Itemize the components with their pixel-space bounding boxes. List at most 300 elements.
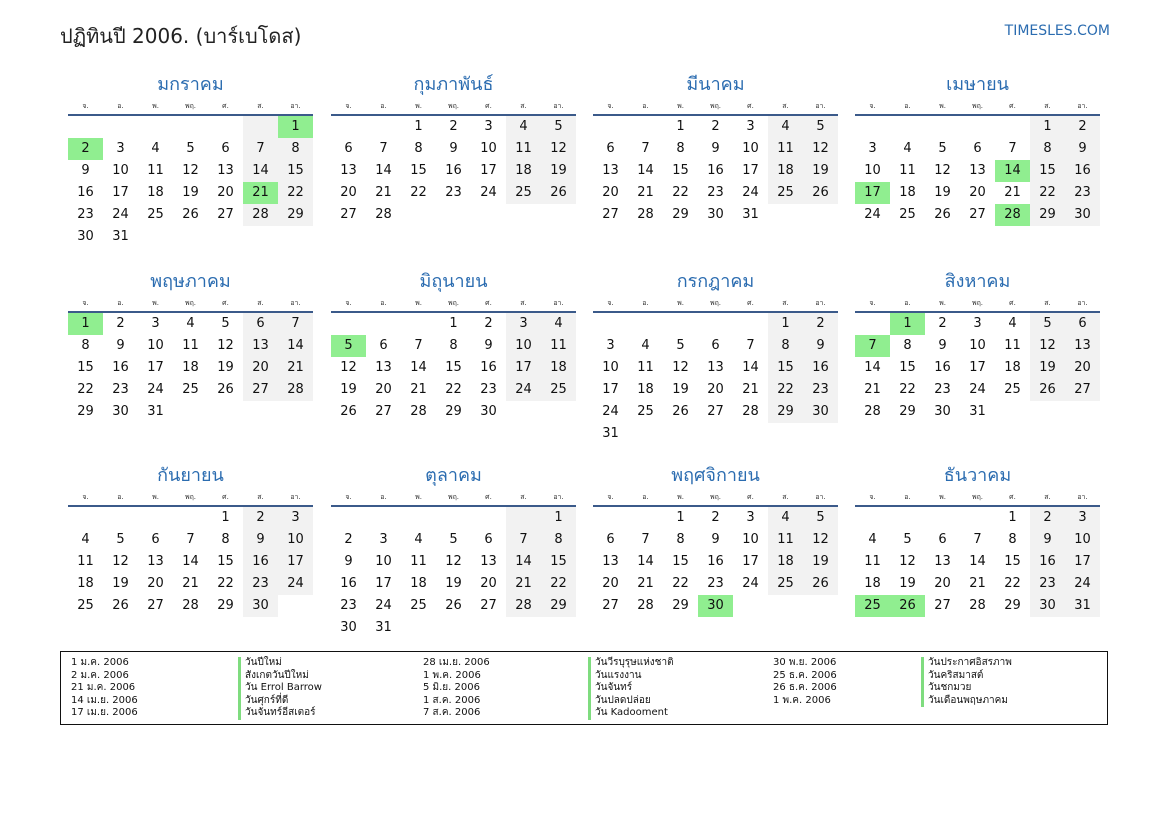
day-cell: 16: [934, 360, 951, 375]
site-link[interactable]: TIMESLES.COM: [1004, 23, 1110, 39]
legend-names-col-1: [238, 657, 322, 720]
weekday-label: อา.: [553, 493, 564, 501]
weekday-label: พ.: [415, 102, 422, 110]
month-name: มิถุนายน: [419, 271, 488, 292]
empty-cell: [1030, 401, 1065, 423]
weekday-header: [855, 100, 1100, 116]
day-cell: 17: [969, 360, 986, 375]
legend-names-col-2: [588, 657, 674, 720]
day-cell: 20: [147, 576, 164, 591]
day-cell: 24: [147, 382, 164, 397]
empty-cell: [803, 204, 838, 226]
day-cell: 31: [112, 229, 129, 244]
day-cell: 13: [340, 163, 357, 178]
month-block: [68, 70, 313, 248]
day-cell: 27: [707, 404, 724, 419]
day-cell: 4: [151, 141, 160, 156]
month-block: [855, 70, 1100, 226]
day-cell: 2: [1030, 507, 1065, 529]
weekday-header: [593, 100, 838, 116]
day-cell: 5: [903, 532, 912, 547]
day-cell: 16: [480, 360, 497, 375]
day-cell: 20: [602, 185, 619, 200]
weekday-label: พ.: [939, 493, 946, 501]
empty-cell: [628, 116, 663, 138]
day-cell: 17: [112, 185, 129, 200]
weekday-label: อ.: [117, 299, 124, 307]
day-cell: 30: [1030, 595, 1065, 617]
day-cell: 13: [375, 360, 392, 375]
day-cell: 14: [375, 163, 392, 178]
weekday-label: อ.: [904, 493, 911, 501]
empty-cell: [960, 507, 995, 529]
legend-holiday-name: สังเกตวันปีใหม่: [245, 669, 309, 681]
day-cell: 8: [221, 532, 230, 547]
day-cell: 9: [803, 335, 838, 357]
empty-cell: [593, 116, 628, 138]
day-cell: 23: [707, 185, 724, 200]
empty-cell: [698, 423, 733, 445]
day-cell: 2: [711, 510, 720, 525]
day-cell: 25: [768, 182, 803, 204]
weekday-label: อา.: [1077, 493, 1088, 501]
empty-cell: [68, 116, 103, 138]
weekday-label: อ.: [380, 102, 387, 110]
day-cell: 19: [445, 576, 462, 591]
day-cell: 5: [803, 507, 838, 529]
day-cell: 2: [803, 313, 838, 335]
weekday-label: พ.: [677, 493, 684, 501]
day-cell: 28: [864, 404, 881, 419]
day-cell: 1: [449, 316, 458, 331]
empty-cell: [803, 423, 838, 445]
day-cell: 8: [903, 338, 912, 353]
day-cell: 14: [995, 160, 1030, 182]
day-cell: 24: [1065, 573, 1100, 595]
weekday-label: อ.: [642, 102, 649, 110]
day-cell: 26: [217, 382, 234, 397]
day-cell: 2: [68, 138, 103, 160]
day-cell: 4: [641, 338, 650, 353]
day-cell: 29: [1004, 598, 1021, 613]
day-cell: 20: [969, 185, 986, 200]
day-cell: 30: [340, 620, 357, 635]
day-cell: 8: [676, 532, 685, 547]
weekday-label: อา.: [1077, 102, 1088, 110]
day-cell: 31: [602, 426, 619, 441]
day-cell: 12: [445, 554, 462, 569]
weekday-header: [331, 100, 576, 116]
empty-cell: [173, 507, 208, 529]
day-grid: [331, 507, 576, 639]
day-grid: [68, 507, 313, 617]
legend-date: 17 เม.ย. 2006: [71, 707, 138, 718]
weekday-label: ส.: [520, 102, 527, 110]
month-name: ตุลาคม: [425, 465, 482, 486]
day-cell: 5: [541, 116, 576, 138]
day-cell: 26: [890, 595, 925, 617]
day-cell: 14: [969, 554, 986, 569]
day-cell: 18: [1004, 360, 1021, 375]
legend-date: 21 ม.ค. 2006: [71, 682, 136, 693]
day-cell: 7: [973, 532, 982, 547]
day-cell: 2: [116, 316, 125, 331]
empty-cell: [733, 595, 768, 617]
day-cell: 28: [410, 404, 427, 419]
day-cell: 6: [606, 141, 615, 156]
month-block: [593, 267, 838, 445]
day-cell: 5: [676, 338, 685, 353]
day-cell: 26: [112, 598, 129, 613]
day-cell: 15: [672, 163, 689, 178]
weekday-label: พ.: [677, 299, 684, 307]
day-cell: 28: [506, 595, 541, 617]
empty-cell: [768, 423, 803, 445]
day-cell: 26: [182, 207, 199, 222]
legend-date: 26 ธ.ค. 2006: [773, 682, 837, 693]
day-cell: 19: [899, 576, 916, 591]
day-cell: 13: [1065, 335, 1100, 357]
day-cell: 3: [868, 141, 877, 156]
day-cell: 9: [344, 554, 353, 569]
day-cell: 26: [803, 573, 838, 595]
day-cell: 7: [641, 141, 650, 156]
day-cell: 14: [243, 160, 278, 182]
day-cell: 7: [186, 532, 195, 547]
empty-cell: [628, 507, 663, 529]
day-cell: 5: [116, 532, 125, 547]
day-cell: 2: [1065, 116, 1100, 138]
day-cell: 8: [1030, 138, 1065, 160]
empty-cell: [331, 116, 366, 138]
day-cell: 1: [676, 510, 685, 525]
day-cell: 22: [768, 379, 803, 401]
day-cell: 18: [637, 382, 654, 397]
empty-cell: [436, 204, 471, 226]
day-cell: 27: [375, 404, 392, 419]
day-cell: 3: [606, 338, 615, 353]
day-cell: 21: [742, 382, 759, 397]
weekday-label: จ.: [82, 493, 89, 501]
day-cell: 29: [672, 598, 689, 613]
empty-cell: [471, 204, 506, 226]
weekday-label: ศ.: [1009, 493, 1016, 501]
day-cell: 30: [243, 595, 278, 617]
day-cell: 17: [602, 382, 619, 397]
day-cell: 20: [375, 382, 392, 397]
legend-date: 5 มิ.ย. 2006: [423, 682, 480, 693]
weekday-label: อา.: [815, 493, 826, 501]
weekday-header: [331, 297, 576, 313]
month-name: ธันวาคม: [943, 465, 1012, 486]
day-cell: 12: [1030, 335, 1065, 357]
day-cell: 19: [182, 185, 199, 200]
day-cell: 24: [602, 404, 619, 419]
empty-cell: [506, 507, 541, 529]
day-grid: [331, 116, 576, 226]
weekday-label: อา.: [815, 299, 826, 307]
empty-cell: [541, 401, 576, 423]
empty-cell: [436, 617, 471, 639]
empty-cell: [331, 313, 366, 335]
day-cell: 2: [938, 316, 947, 331]
day-cell: 9: [711, 141, 720, 156]
day-cell: 13: [217, 163, 234, 178]
day-cell: 15: [1004, 554, 1021, 569]
day-cell: 6: [344, 141, 353, 156]
day-cell: 28: [742, 404, 759, 419]
day-cell: 16: [77, 185, 94, 200]
weekday-label: ศ.: [485, 493, 492, 501]
day-cell: 11: [506, 138, 541, 160]
legend-date: 2 ม.ค. 2006: [71, 669, 129, 681]
empty-cell: [995, 116, 1030, 138]
day-cell: 15: [768, 357, 803, 379]
day-cell: 14: [410, 360, 427, 375]
day-cell: 26: [340, 404, 357, 419]
weekday-label: พ.: [939, 299, 946, 307]
weekday-label: พ.: [152, 102, 159, 110]
day-cell: 3: [973, 316, 982, 331]
day-cell: 25: [77, 598, 94, 613]
day-cell: 1: [541, 507, 576, 529]
day-cell: 16: [803, 357, 838, 379]
day-cell: 28: [637, 598, 654, 613]
weekday-label: ส.: [257, 493, 264, 501]
weekday-label: พฤ.: [447, 102, 460, 110]
weekday-label: ศ.: [222, 299, 229, 307]
day-cell: 21: [1004, 185, 1021, 200]
day-cell: 31: [742, 207, 759, 222]
day-cell: 11: [147, 163, 164, 178]
empty-cell: [278, 401, 313, 423]
weekday-label: อ.: [642, 493, 649, 501]
weekday-label: อ.: [904, 299, 911, 307]
empty-cell: [173, 401, 208, 423]
empty-cell: [208, 401, 243, 423]
month-name: กันยายน: [157, 465, 224, 486]
month-block: [855, 267, 1100, 423]
weekday-label: ส.: [257, 299, 264, 307]
day-cell: 20: [707, 382, 724, 397]
weekday-label: อ.: [117, 493, 124, 501]
day-cell: 3: [151, 316, 160, 331]
day-cell: 6: [1065, 313, 1100, 335]
weekday-label: ส.: [782, 299, 789, 307]
day-cell: 11: [1004, 338, 1021, 353]
day-cell: 16: [1030, 551, 1065, 573]
day-cell: 26: [1030, 379, 1065, 401]
month-name: สิงหาคม: [944, 271, 1011, 292]
empty-cell: [401, 507, 436, 529]
day-cell: 10: [969, 338, 986, 353]
day-cell: 13: [243, 335, 278, 357]
empty-cell: [401, 617, 436, 639]
legend-holiday-name: วัน Kadooment: [595, 707, 668, 718]
day-cell: 29: [541, 595, 576, 617]
day-cell: 31: [375, 620, 392, 635]
day-cell: 24: [480, 185, 497, 200]
legend-dates-col-1: [71, 657, 138, 720]
weekday-label: ศ.: [1009, 299, 1016, 307]
day-cell: 30: [707, 207, 724, 222]
empty-cell: [68, 507, 103, 529]
empty-cell: [471, 617, 506, 639]
empty-cell: [855, 116, 890, 138]
weekday-label: ศ.: [222, 102, 229, 110]
day-cell: 16: [243, 551, 278, 573]
day-cell: 11: [768, 529, 803, 551]
day-cell: 1: [221, 510, 230, 525]
day-cell: 4: [186, 316, 195, 331]
day-cell: 12: [182, 163, 199, 178]
day-cell: 19: [803, 160, 838, 182]
day-cell: 1: [1030, 116, 1065, 138]
weekday-label: ส.: [257, 102, 264, 110]
day-cell: 23: [445, 185, 462, 200]
day-cell: 8: [541, 529, 576, 551]
day-cell: 23: [243, 573, 278, 595]
page-title: ปฏิทินปี 2006. (บาร์เบโดส): [60, 24, 302, 48]
weekday-label: พฤ.: [184, 299, 197, 307]
day-cell: 3: [484, 119, 493, 134]
weekday-label: จ.: [869, 102, 876, 110]
day-cell: 9: [1030, 529, 1065, 551]
day-cell: 10: [1065, 529, 1100, 551]
empty-cell: [401, 313, 436, 335]
day-cell: 25: [541, 379, 576, 401]
day-cell: 3: [746, 119, 755, 134]
day-cell: 26: [934, 207, 951, 222]
day-cell: 24: [112, 207, 129, 222]
weekday-label: จ.: [345, 493, 352, 501]
day-cell: 8: [449, 338, 458, 353]
day-cell: 19: [112, 576, 129, 591]
day-cell: 3: [278, 507, 313, 529]
day-cell: 12: [217, 338, 234, 353]
month-block: [68, 267, 313, 423]
day-cell: 17: [742, 163, 759, 178]
day-cell: 22: [672, 185, 689, 200]
empty-cell: [925, 507, 960, 529]
day-cell: 4: [868, 532, 877, 547]
day-cell: 22: [1030, 182, 1065, 204]
day-cell: 18: [768, 160, 803, 182]
day-cell: 7: [855, 335, 890, 357]
month-name: พฤศจิกายน: [671, 465, 760, 486]
day-cell: 27: [340, 207, 357, 222]
day-cell: 27: [602, 207, 619, 222]
day-cell: 9: [938, 338, 947, 353]
day-cell: 22: [445, 382, 462, 397]
day-cell: 23: [77, 207, 94, 222]
day-cell: 25: [855, 595, 890, 617]
day-cell: 23: [480, 382, 497, 397]
empty-cell: [331, 507, 366, 529]
day-cell: 4: [903, 141, 912, 156]
day-cell: 6: [606, 532, 615, 547]
day-cell: 19: [672, 382, 689, 397]
empty-cell: [890, 116, 925, 138]
legend-date: 30 พ.ย. 2006: [773, 657, 837, 668]
day-cell: 31: [969, 404, 986, 419]
day-cell: 26: [541, 182, 576, 204]
day-cell: 17: [147, 360, 164, 375]
day-cell: 18: [182, 360, 199, 375]
day-cell: 22: [1004, 576, 1021, 591]
weekday-label: จ.: [607, 102, 614, 110]
weekday-label: พ.: [939, 102, 946, 110]
day-cell: 12: [899, 554, 916, 569]
weekday-header: [331, 491, 576, 507]
day-cell: 13: [480, 554, 497, 569]
day-cell: 30: [934, 404, 951, 419]
day-cell: 10: [864, 163, 881, 178]
day-cell: 18: [77, 576, 94, 591]
day-cell: 1: [768, 313, 803, 335]
weekday-label: พ.: [677, 102, 684, 110]
day-cell: 19: [340, 382, 357, 397]
day-cell: 14: [864, 360, 881, 375]
day-cell: 18: [410, 576, 427, 591]
day-cell: 29: [217, 598, 234, 613]
weekday-header: [68, 297, 313, 313]
month-block: [593, 461, 838, 617]
weekday-label: จ.: [345, 299, 352, 307]
day-cell: 27: [243, 379, 278, 401]
day-cell: 6: [151, 532, 160, 547]
weekday-label: อา.: [290, 102, 301, 110]
day-cell: 22: [672, 576, 689, 591]
day-cell: 25: [637, 404, 654, 419]
day-cell: 15: [899, 360, 916, 375]
day-cell: 9: [116, 338, 125, 353]
weekday-label: จ.: [607, 493, 614, 501]
month-block: [855, 461, 1100, 617]
day-cell: 7: [641, 532, 650, 547]
day-cell: 18: [768, 551, 803, 573]
day-cell: 21: [410, 382, 427, 397]
day-cell: 26: [803, 182, 838, 204]
day-cell: 4: [414, 532, 423, 547]
empty-cell: [855, 313, 890, 335]
weekday-label: จ.: [869, 493, 876, 501]
weekday-label: อา.: [553, 299, 564, 307]
day-cell: 27: [1065, 379, 1100, 401]
legend-date: 14 เม.ย. 2006: [71, 694, 138, 706]
day-cell: 1: [278, 116, 313, 138]
day-cell: 7: [414, 338, 423, 353]
weekday-label: ศ.: [747, 299, 754, 307]
day-cell: 19: [1030, 357, 1065, 379]
weekday-label: ส.: [782, 102, 789, 110]
day-cell: 3: [379, 532, 388, 547]
weekday-label: พ.: [152, 493, 159, 501]
day-cell: 7: [278, 313, 313, 335]
weekday-label: จ.: [607, 299, 614, 307]
day-cell: 11: [637, 360, 654, 375]
day-cell: 30: [698, 595, 733, 617]
day-cell: 14: [278, 335, 313, 357]
day-cell: 26: [672, 404, 689, 419]
day-cell: 29: [1030, 204, 1065, 226]
day-cell: 17: [855, 182, 890, 204]
weekday-label: อ.: [380, 493, 387, 501]
empty-cell: [855, 507, 890, 529]
weekday-header: [68, 100, 313, 116]
day-cell: 22: [217, 576, 234, 591]
weekday-label: จ.: [82, 102, 89, 110]
